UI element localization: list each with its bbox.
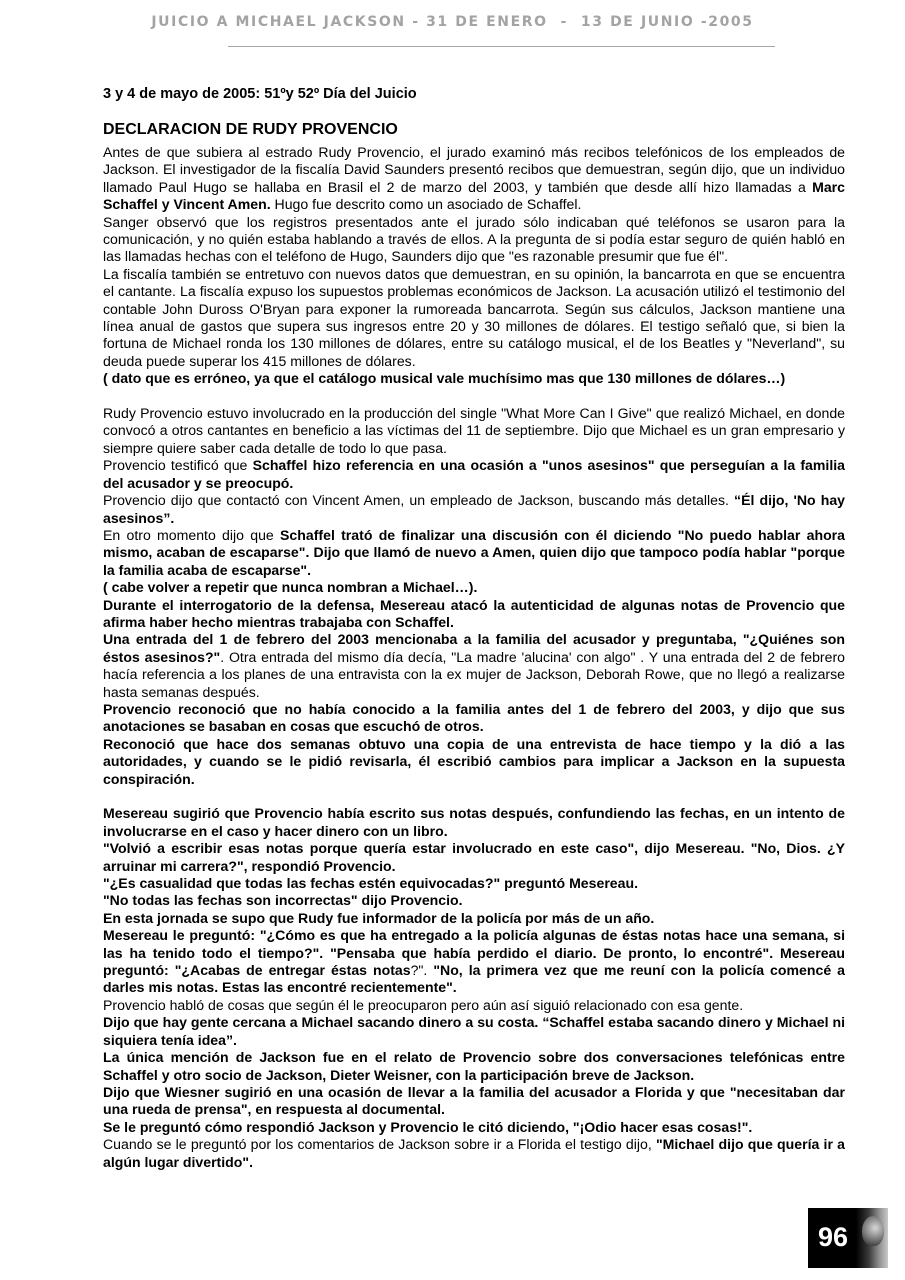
paragraph-4: ( dato que es erróneo, ya que el catálogo musical vale muchísimo mas que 130 millones de dólares…) (103, 370, 786, 387)
paragraph-gap (103, 388, 845, 405)
paragraph-5: Rudy Provencio estuvo involucrado en la producción del single "What More Can I Give" que realizó Michael, en donde convocó a otros cantantes en beneficio a las víctimas del 11 de septiembre. Dijo que Michael es un gran empresario y siempre quiere saber cada detalle de todo lo que pasa. (103, 405, 845, 456)
paragraph-15: "Volvió a escribir esas notas porque quería estar involucrado en este caso", dijo Mesereau. "No, Dios. ¿Y arruinar mi carrera?", respondió Provencio. (103, 840, 845, 874)
paragraph-24: Se le preguntó cómo respondió Jackson y Provencio le citó diciendo, "¡Odio hacer esas cosas!". (103, 1118, 753, 1135)
header-rule (228, 46, 775, 47)
page-number: 96 (818, 1222, 849, 1252)
paragraph-16: "¿Es casualidad que todas las fechas estén equivocadas?" preguntó Mesereau. (103, 875, 639, 892)
paragraph-12: Provencio reconoció que no había conocido a la familia antes del 1 de febrero del 2003, y dijo que sus anotaciones se basaban en cosas que escuchó de otros. (103, 700, 845, 735)
paragraph-21: Dijo que hay gente cercana a Michael sacando dinero a su costa. “Schaffel estaba sacando dinero y Michael ni siquiera tenía idea”. (103, 1014, 845, 1048)
paragraph-17: "No todas las fechas son incorrectas" dijo Provencio. (103, 892, 463, 909)
paragraph-25: Cuando se le preguntó por los comentarios de Jackson sobre ir a Florida el testigo dijo, "Michael dijo que quería ir a algún lugar divertido". (103, 1136, 845, 1170)
paragraph-18: En esta jornada se supo que Rudy fue informador de la policía por más de un año. (103, 909, 655, 926)
paragraph-13: Reconoció que hace dos semanas obtuvo una copia de una entrevista de hace tiempo y la dió a las autoridades, y cuando se le pidió revisarla, él escribió cambios para implicar a Jackson en la supuesta conspiración. (103, 735, 845, 787)
paragraph-20: Provencio habló de cosas que según él le preocuparon pero aún así siguió relacionado con esa gente. (103, 996, 744, 1013)
page-number-badge (808, 1208, 888, 1268)
paragraph-1: Antes de que subiera al estrado Rudy Provencio, el jurado examinó más recibos telefónicos de los empleados de Jackson. El investigador de la fiscalía David Saunders presentó recibos que demuestran, según dijo, que un individuo llamado Paul Hugo se hallaba en Brasil el 2 de marzo del 2003, y también que desde allí hizo llamadas a Marc Schaffel y Vincent Amen. Hugo fue descrito como un asociado de Schaffel. (103, 144, 845, 213)
paragraph-3: La fiscalía también se entretuvo con nuevos datos que demuestran, en su opinión, la bancarrota en que se encuentra el cantante. La fiscalía expuso los supuestos problemas económicos de Jackson. La acusación utilizó el testimonio del contable John Duross O'Bryan para exponer la rumoreada bancarrota. Según sus cálculos, Jackson mantiene una línea anual de gastos que supera sus ingresos entre 20 y 30 millones de dólares. El testigo señaló que, si bien la fortuna de Michael ronda los 130 millones de dólares, entre su catálogo musical, el de los Beatles y "Neverland", su deuda puede superar los 415 millones de dólares. (103, 265, 845, 369)
section-title: DECLARACION DE RUDY PROVENCIO (103, 121, 398, 138)
article-body (103, 144, 845, 1171)
date-heading: 3 y 4 de mayo de 2005: 51ºy 52º Día del Juicio (103, 86, 417, 102)
portrait-thumbnail (856, 1208, 888, 1268)
paragraph-14: Mesereau sugirió que Provencio había escrito sus notas después, confundiendo las fechas, en un intento de involucrarse en el caso y hacer dinero con un libro. (103, 805, 845, 839)
paragraph-19: Mesereau le preguntó: "¿Cómo es que ha entregado a la policía algunas de éstas notas hace una semana, si las ha tenido todo el tiempo?". "Pensaba que había perdido el diario. De pronto, lo encontré". Mesereau preguntó: "¿Acabas de entregar éstas notas?". "No, la primera vez que me reuní con la policía comencé a darles mis notas. Estas las encontré recientemente". (103, 927, 845, 996)
paragraph-9: ( cabe volver a repetir que nunca nombran a Michael…). (103, 579, 478, 596)
paragraph-23: Dijo que Wiesner sugirió en una ocasión de llevar a la familia del acusador a Florida y que "necesitaban dar una rueda de prensa", en respuesta al documental. (103, 1083, 845, 1118)
paragraph-gap (103, 788, 845, 805)
paragraph-7: Provencio dijo que contactó con Vincent Amen, un empleado de Jackson, buscando más detalles. “Él dijo, 'No hay asesinos”. (103, 492, 845, 526)
running-header: JUICIO A MICHAEL JACKSON - 31 DE ENERO - 13 DE JUNIO -2005 (151, 14, 754, 30)
page-content (103, 86, 845, 1171)
paragraph-22: La única mención de Jackson fue en el relato de Provencio sobre dos conversaciones telefónicas entre Schaffel y otro socio de Jackson, Dieter Weisner, con la participación breve de Jackson. (103, 1049, 845, 1083)
paragraph-6: Provencio testificó que Schaffel hizo referencia en una ocasión a "unos asesinos" que perseguían a la familia del acusador y se preocupó. (103, 457, 846, 491)
paragraph-8: En otro momento dijo que Schaffel trató de finalizar una discusión con él diciendo "No puedo hablar ahora mismo, acaban de escaparse". Dijo que llamó de nuevo a Amen, quien dijo que tampoco podía hablar "porque la familia acaba de escaparse". (103, 526, 845, 578)
paragraph-10: Durante el interrogatorio de la defensa, Mesereau atacó la autenticidad de algunas notas de Provencio que afirma haber hecho mientras trabajaba con Schaffel. (103, 596, 845, 630)
paragraph-11: Una entrada del 1 de febrero del 2003 mencionaba a la familia del acusador y preguntaba, "¿Quiénes son éstos asesinos?". Otra entrada del mismo día decía, "La madre 'alucina' con algo" . Y una entrada del 2 de febrero hacía referencia a los planes de una entravista con la ex mujer de Jackson, Deborah Rowe, que no llegó a realizarse hasta semanas después. (103, 631, 845, 700)
paragraph-2: Sanger observó que los registros presentados ante el jurado sólo indicaban qué teléfonos se usaron para la comunicación, y no quién estaba hablando a través de ellos. A la pregunta de si podía estar seguro de quién habló en las llamadas hechas con el teléfono de Hugo, Saunders dijo que "es razonable presumir que fue él". (103, 213, 845, 265)
